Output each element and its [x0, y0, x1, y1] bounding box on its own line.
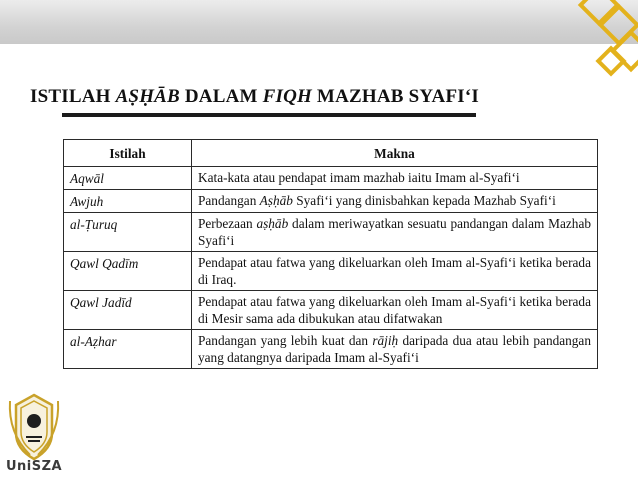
terms-table [63, 139, 598, 369]
table-row [64, 330, 598, 369]
table-row [64, 291, 598, 330]
table-row [64, 190, 598, 213]
meaning-cell: Pandangan yang lebih kuat dan rājiḥ daripada dua atau lebih pandangan yang datangnya daripada Imam al-Syafi‘i [192, 330, 598, 369]
term-cell: Qawl Qadīm [64, 252, 192, 291]
table-row [64, 167, 598, 190]
meaning-cell: Pendapat atau fatwa yang dikeluarkan oleh Imam al-Syafi‘i ketika berada di Iraq. [192, 252, 598, 291]
table-row [64, 252, 598, 291]
meaning-cell: Pendapat atau fatwa yang dikeluarkan oleh Imam al-Syafi‘i ketika berada di Mesir sama ada dibukukan atau difatwakan [192, 291, 598, 330]
slide-title: ISTILAH AṢḤĀB DALAM FIQH MAZHAB SYAFI‘I [30, 86, 479, 107]
meaning-cell: Pandangan Aṣḥāb Syafi‘i yang dinisbahkan kepada Mazhab Syafi‘i [192, 190, 598, 213]
term-cell: Aqwāl [64, 167, 192, 190]
geometric-ornament-icon [566, 0, 638, 80]
title-underline [62, 113, 476, 117]
term-cell: al-Aẓhar [64, 330, 192, 369]
term-cell: Qawl Jadīd [64, 291, 192, 330]
header-istilah: Istilah [64, 140, 192, 167]
table-header-row [64, 140, 598, 167]
meaning-cell: Kata-kata atau pendapat imam mazhab iaitu Imam al-Syafi‘i [192, 167, 598, 190]
header-makna: Makna [192, 140, 598, 167]
term-cell: al-Ṭuruq [64, 213, 192, 252]
term-cell: Awjuh [64, 190, 192, 213]
meaning-cell: Perbezaan aṣḥāb dalam meriwayatkan sesuatu pandangan dalam Mazhab Syafi‘i [192, 213, 598, 252]
table-row [64, 213, 598, 252]
university-logo-text: UniSZA [5, 459, 63, 474]
header-band [0, 0, 638, 44]
